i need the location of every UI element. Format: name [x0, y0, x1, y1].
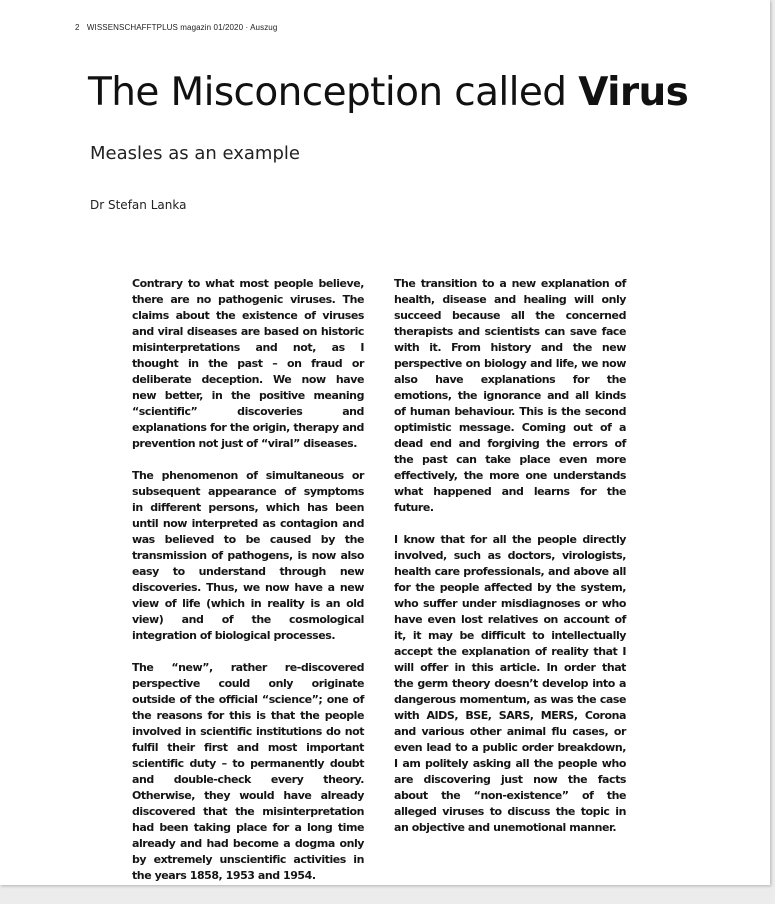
body-paragraph: The “new”, rather re-discovered perspective could only originate outside of the official “science”; one of the reasons for this is that the people involved in scientific institutions do not fulfil their first and most important scientific duty – to permanently doubt and double-check every theory. Otherwise, they would have already discovered that the misinterpretation had been taking place for a long time already and had become a dogma only by extremely unscientific activities in the years 1858, 1953 and 1954. [132, 661, 364, 882]
article-title [88, 72, 688, 115]
body-paragraph: I know that for all the people directly involved, such as doctors, virologists, health care professionals, and above all for the people affected by the system, who suffer under misdiagnoses or who have even lost relatives on account of it, it may be difficult to intellectually accept the explanation of reality that I will offer in this article. In order that the germ theory doesn’t develop into a dangerous momentum, as was the case with AIDS, BSE, SARS, MERS, Corona and various other animal flu cases, or even lead to a public order breakdown, I am politely asking all the people who are discovering just now the facts about the “non-existence” of the alleged viruses to discuss the topic in an objective and unemotional manner. [394, 533, 626, 834]
running-header [75, 23, 277, 32]
body-paragraph: Contrary to what most people believe, there are no pathogenic viruses. The claims about the existence of viruses and viral diseases are based on historic misinterpretations and not, as I thought in the past – on fraud or deliberate deception. We now have new better, in the positive meaning “scientific” discoveries and explanations for the origin, therapy and prevention not just of “viral” diseases. [132, 277, 364, 450]
page-number: 2 [75, 23, 80, 32]
article-title-regular: The Misconception called [88, 70, 579, 115]
article-subtitle: Measles as an example [90, 143, 300, 164]
publication-info: WISSENSCHAFFTPLUS magazin 01/2020 · Auszug [86, 23, 278, 32]
body-paragraph: The phenomenon of simultaneous or subsequent appearance of symptoms in different persons, which has been until now interpreted as contagion and was believed to be caused by the transmission of pathogens, is now also easy to understand through new discoveries. Thus, we now have a new view of life (which in reality is an old view) and of the cosmological integration of biological processes. [132, 469, 364, 642]
body-column-left [132, 276, 364, 884]
article-title-bold: Virus [578, 70, 689, 115]
body-column-right [394, 276, 626, 836]
body-paragraph: The transition to a new explanation of health, disease and healing will only succeed because all the concerned therapists and scientists can save face with it. From history and the new perspective on biology and life, we now also have explanations for the emotions, the ignorance and all kinds of human behaviour. This is the second optimistic message. Coming out of a dead end and forgiving the errors of the past can take place even more effectively, the more one understands what happened and learns for the future. [394, 277, 626, 514]
author-byline: Dr Stefan Lanka [90, 198, 187, 212]
